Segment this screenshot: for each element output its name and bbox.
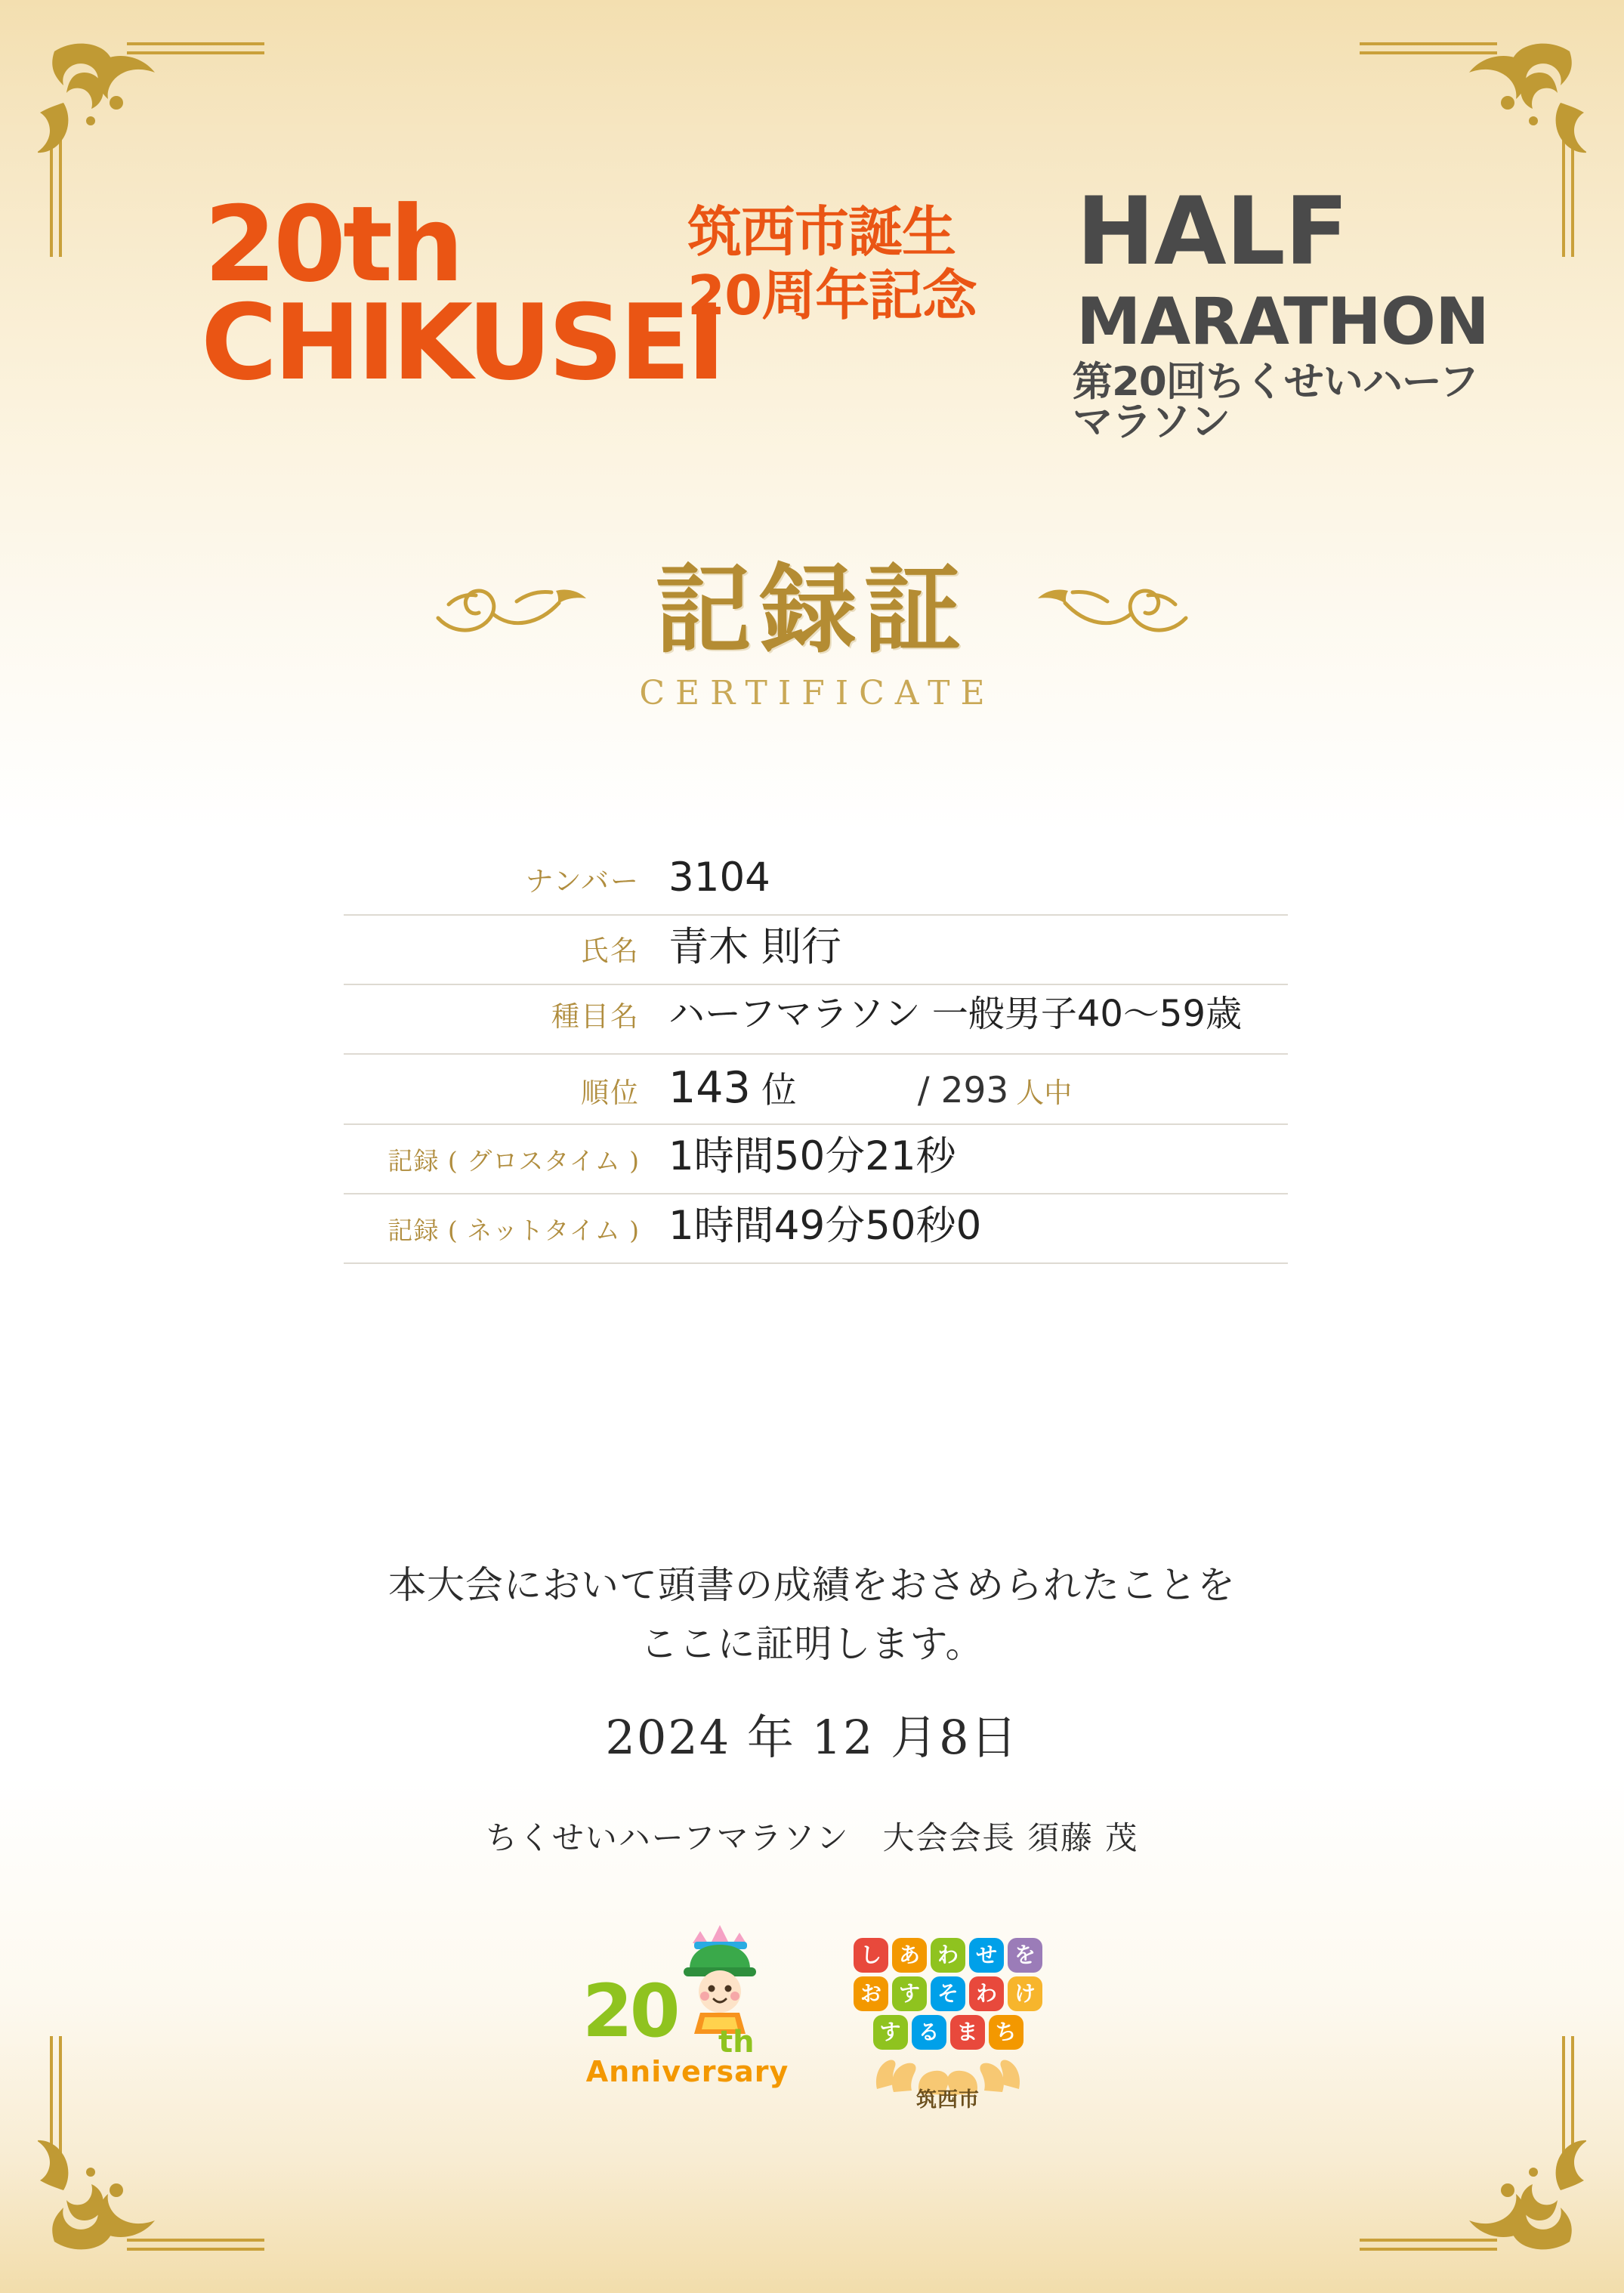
table-row-number [344,846,1288,916]
city-slogan-row [850,2015,1046,2050]
anniversary-line2: 20周年記念 [687,264,977,328]
event-half-text: HALF [1076,178,1348,286]
event-marathon-text: MARATHON [1076,284,1489,360]
event-label: 種目名 [551,1000,640,1033]
net-time-value: 1時間49分50秒0 [668,1203,982,1249]
name-value: 青木 則行 [668,924,841,970]
mascot-character-icon [667,1922,773,2035]
result-table [344,846,1288,1264]
anniversary-word: Anniversary [585,2055,789,2088]
city-slogan-logo [850,1938,1046,2115]
name-label: 氏名 [581,935,640,967]
flourish-right-icon [1008,568,1196,651]
rank-label: 順位 [581,1077,640,1109]
rank-line [668,1062,1288,1113]
number-value: 3104 [668,854,770,901]
anniversary-th: th [718,2025,755,2060]
rank-total: / 293 [917,1070,1009,1111]
slogan-bubble: し [854,1938,888,1973]
certificate-title-jp: 記録証 [655,553,968,666]
event-title-jp: 第20回ちくせいハーフマラソン [1073,359,1479,445]
slogan-bubble: わ [969,1976,1004,2011]
city-slogan-row [850,1976,1046,2011]
footer-logos [0,1919,1624,2115]
slogan-bubble: す [873,2015,908,2050]
number-label: ナンバー [525,865,640,898]
certificate-date: 2024 年 12 月8日 [605,1710,1019,1765]
slogan-bubble: あ [892,1938,927,1973]
slogan-bubble: そ [931,1976,965,2011]
city-slogan-row [850,1938,1046,1973]
anniversary-line1: 筑西市誕生 [687,200,956,264]
event-logo-header [0,178,1624,480]
slogan-bubble: す [892,1976,927,2011]
slogan-bubble: せ [969,1938,1004,1973]
slogan-bubble: わ [931,1938,965,1973]
certificate-statement [0,1556,1624,1673]
slogan-bubble: ち [989,2015,1023,2050]
slogan-bubble: を [1008,1938,1042,1973]
city-name: 筑西市 [916,2088,980,2112]
rank-value: 143 [668,1063,751,1113]
slogan-bubble: ま [950,2015,985,2050]
slogan-bubble: け [1008,1976,1042,2011]
event-value: ハーフマラソン 一般男子40〜59歳 [668,993,1243,1035]
table-row-event [344,985,1288,1055]
statement-line-2: ここに証明します。 [640,1621,984,1666]
gross-time-value: 1時間50分21秒 [668,1133,956,1179]
anniversary-logo [578,1919,797,2115]
statement-line-1: 本大会において頭書の成績をおさめられたことを [388,1563,1236,1607]
table-row-name [344,916,1288,985]
event-title-en: CHIKUSEI [201,282,722,403]
anniversary-number: 20 [582,1969,678,2054]
slogan-bubble: お [854,1976,888,2011]
certificate-title-block [0,553,1624,713]
flourish-left-icon [428,568,616,651]
gross-time-label: 記録 ( グロスタイム ) [387,1146,640,1176]
table-row-net-time [344,1194,1288,1264]
certificate-signature: ちくせいハーフマラソン 大会会長 須藤 茂 [485,1819,1139,1856]
net-time-label: 記録 ( ネットタイム ) [387,1216,640,1245]
rank-total-unit: 人中 [1016,1077,1073,1109]
table-row-gross-time [344,1125,1288,1194]
slogan-bubble: る [912,2015,946,2050]
table-row-rank [344,1055,1288,1125]
rank-unit: 位 [761,1070,797,1111]
certificate-title-en: CERTIFICATE [639,674,996,713]
city-slogan-rows [850,1938,1046,2054]
event-anniversary-jp [687,200,976,327]
event-edition-text: 20th [204,184,462,305]
